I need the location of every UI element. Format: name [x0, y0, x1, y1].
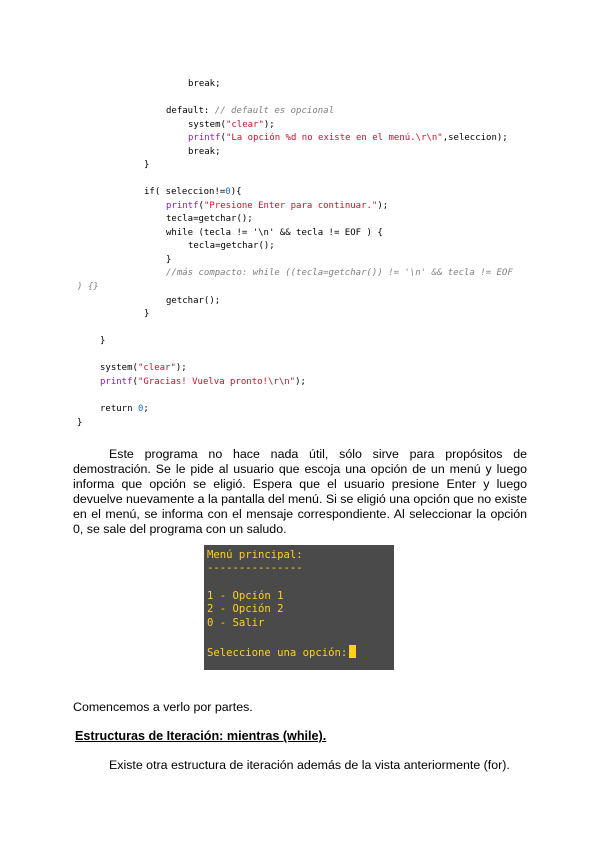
section-paragraph: Existe otra estructura de iteración además de la vista anteriormente (for).: [109, 758, 510, 772]
code-comment: //más compacto: while ((tecla=getchar()) != '\n' && tecla != EOF: [166, 268, 513, 278]
code-line: while (tecla != '\n' && tecla != EOF ) {: [166, 228, 383, 238]
section-heading: Estructuras de Iteración: mientras (while).: [75, 729, 327, 743]
code-line: if( seleccion!=0){: [144, 187, 242, 197]
terminal-title: Menú principal:: [207, 549, 303, 561]
code-line: printf("Gracias! Vuelva pronto!\r\n");: [100, 377, 306, 387]
intro-paragraph: Comencemos a verlo por partes.: [73, 700, 253, 714]
code-line: tecla=getchar();: [166, 214, 253, 224]
code-line: printf("Presione Enter para continuar.");: [166, 201, 389, 211]
code-line: break;: [188, 147, 221, 157]
code-line: }: [166, 255, 172, 265]
code-line: default: // default es opcional: [166, 106, 334, 116]
code-line: }: [144, 309, 150, 319]
terminal-option: 1 - Opción 1: [207, 590, 284, 602]
terminal-prompt: Seleccione una opción:: [207, 645, 356, 660]
code-line: break;: [188, 79, 221, 89]
terminal-option: 2 - Opción 2: [207, 603, 284, 615]
terminal-screenshot: [204, 545, 394, 670]
code-comment: ) {}: [77, 282, 99, 292]
code-line: }: [100, 336, 106, 346]
code-line: getchar();: [166, 296, 221, 306]
code-line: system("clear");: [188, 120, 275, 130]
code-line: return 0;: [100, 404, 149, 414]
cursor-icon: [349, 645, 356, 658]
code-line: }: [144, 160, 150, 170]
code-line: tecla=getchar();: [188, 241, 275, 251]
description-paragraph: Este programa no hace nada útil, sólo sirve para propósitos de demostración. Se le pide al usuario que escoja una opción de un menú y luego informa que opción se eligió. Espera que el usuario presione Enter y luego devuelve nuevamente a la pantalla del menú. Si se eligió una opción que no existe en el menú, se informa con el mensaje correspondiente. Al seleccionar la opción 0, se sale del programa con un saludo.: [73, 447, 527, 536]
code-line: printf("La opción %d no existe en el menú.\r\n",seleccion);: [188, 133, 508, 143]
code-line: system("clear");: [100, 363, 187, 373]
terminal-option: 0 - Salir: [207, 617, 265, 629]
code-line: }: [77, 418, 83, 428]
terminal-rule: ---------------: [207, 562, 303, 574]
